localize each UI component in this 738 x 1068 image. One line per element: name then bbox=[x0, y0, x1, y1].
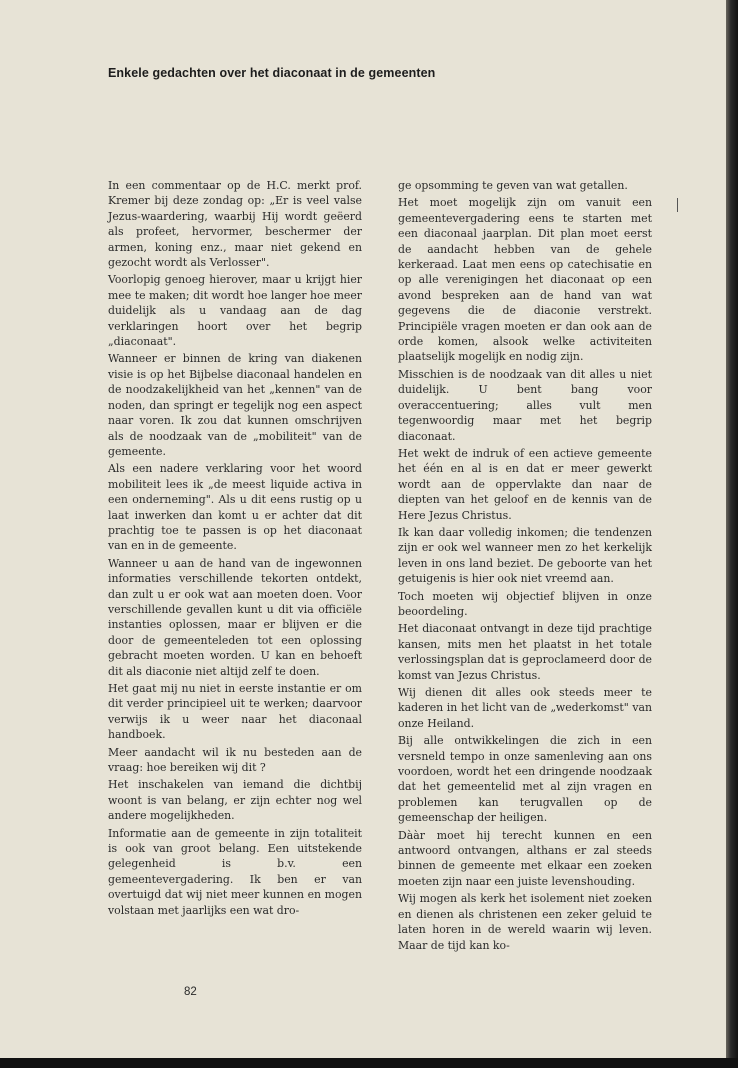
paragraph: Dààr moet hij terecht kunnen en een antwoord ontvangen, althans er zal steeds binnen de gemeente met elkaar een zoeken moeten zijn naar een juiste levenshouding. bbox=[398, 828, 652, 888]
paragraph: Bij alle ontwikkelingen die zich in een versneld tempo in onze samenleving aan ons voordoen, wordt het een dringende noodzaak dat het gemeentelid met al zijn vragen en problemen kan terugvallen op de gemeenschap der heiligen. bbox=[398, 734, 652, 825]
paragraph: Het gaat mij nu niet in eerste instantie er om dit verder principieel uit te werken; daarvoor verwijs ik u weer naar het diaconaal handboek. bbox=[108, 682, 362, 742]
paragraph: Het wekt de indruk of een actieve gemeente het één en al is en dat er meer gewerkt wordt aan de oppervlakte dan naar de diepten van het geloof en de kennis van de Here Jezus Christus. bbox=[398, 446, 652, 522]
paragraph: Wanneer er binnen de kring van diakenen visie is op het Bijbelse diaconaal handelen en de noodzakelijkheid van het „kennen" van de noden, dan springt er tegelijk nog een aspect naar voren. Ik zou dat kunnen omschrijven als de noodzaak van de „mobiliteit" van de gemeente. bbox=[108, 352, 362, 458]
paragraph: Wij mogen als kerk het isolement niet zoeken en dienen als christenen een zeker geluid te laten horen in de wereld waarin wij leven. Maar de tijd kan ko- bbox=[398, 892, 652, 952]
paragraph: Voorlopig genoeg hierover, maar u krijgt hier mee te maken; dit wordt hoe langer hoe meer duidelijk als u vandaag aan de dag verklaringen hoort over het begrip „diaconaat". bbox=[108, 273, 362, 349]
paragraph: Het diaconaat ontvangt in deze tijd prachtige kansen, mits men het plaatst in het totale verlossingsplan dat is geproclameerd door de komst van Jezus Christus. bbox=[398, 622, 652, 682]
paragraph: Meer aandacht wil ik nu besteden aan de vraag: hoe bereiken wij dit ? bbox=[108, 745, 362, 775]
scan-bottom-edge bbox=[0, 1058, 738, 1068]
paragraph: Misschien is de noodzaak van dit alles u niet duidelijk. U bent bang voor overaccentuering; alles vult men tegenwoordig maar met het begrip diaconaat. bbox=[398, 367, 652, 443]
book-spine-shadow bbox=[726, 0, 738, 1068]
text-column-right bbox=[398, 178, 652, 955]
paragraph: Wanneer u aan de hand van de ingewonnen informaties verschillende tekorten ontdekt, dan zult u er ook wat aan moeten doen. Voor verschillende gevallen kunt u dit via officiële instanties oplossen, maar er blijven er die door de gemeenteleden tot een oplossing gebracht moeten worden. U kan en behoeft dit als diaconie niet altijd zelf te doen. bbox=[108, 556, 362, 678]
paragraph: Als een nadere verklaring voor het woord mobiliteit lees ik „de meest liquide activa in een onderneming". Als u dit eens rustig op u laat inwerken dan komt u er achter dat dit prachtig toe te passen is op het diaconaat van en in de gemeente. bbox=[108, 462, 362, 553]
paragraph: Toch moeten wij objectief blijven in onze beoordeling. bbox=[398, 589, 652, 618]
paragraph: Informatie aan de gemeente in zijn totaliteit is ook van groot belang. Een uitstekende gelegenheid is b.v. een gemeentevergadering. Ik ben er van overtuigd dat wij niet meer kunnen en mogen volstaan met jaarlijks een wat dro- bbox=[108, 826, 362, 917]
paragraph: Het moet mogelijk zijn om vanuit een gemeentevergadering eens te starten met een diaconaal jaarplan. Dit plan moet eerst de aandacht hebben van de gehele kerkeraad. Laat men eens op catechisatie en op alle verenigingen het diaconaat op een avond bespreken aan de hand van wat gegevens die de diaconie verstrekt. Principiële vragen moeten er dan ook aan de orde komen, alsook welke activiteiten plaatselijk mogelijk en nodig zijn. bbox=[398, 196, 652, 364]
text-column-left bbox=[108, 178, 362, 920]
paragraph: Het inschakelen van iemand die dichtbij woont is van belang, er zijn echter nog wel andere mogelijkheden. bbox=[108, 778, 362, 823]
paragraph: Ik kan daar volledig inkomen; die tendenzen zijn er ook wel wanneer men zo het kerkelijk leven in ons land beziet. De geboorte van het getuigenis is hier ook niet vreemd aan. bbox=[398, 525, 652, 586]
paragraph: ge opsomming te geven van wat getallen. bbox=[398, 179, 628, 192]
margin-mark bbox=[677, 198, 678, 212]
paragraph: In een commentaar op de H.C. merkt prof. Kremer bij deze zondag op: „Er is veel valse Jezus-waardering, waarbij Hij wordt geëerd als profeet, hervormer, beschermer der armen, koning enz., maar niet gekend en gezocht wordt als Verlosser". bbox=[108, 179, 362, 270]
page-title: Enkele gedachten over het diaconaat in de gemeenten bbox=[108, 66, 436, 80]
paragraph: Wij dienen dit alles ook steeds meer te kaderen in het licht van de „wederkomst" van onze Heiland. bbox=[398, 686, 652, 730]
page-number: 82 bbox=[184, 986, 197, 998]
